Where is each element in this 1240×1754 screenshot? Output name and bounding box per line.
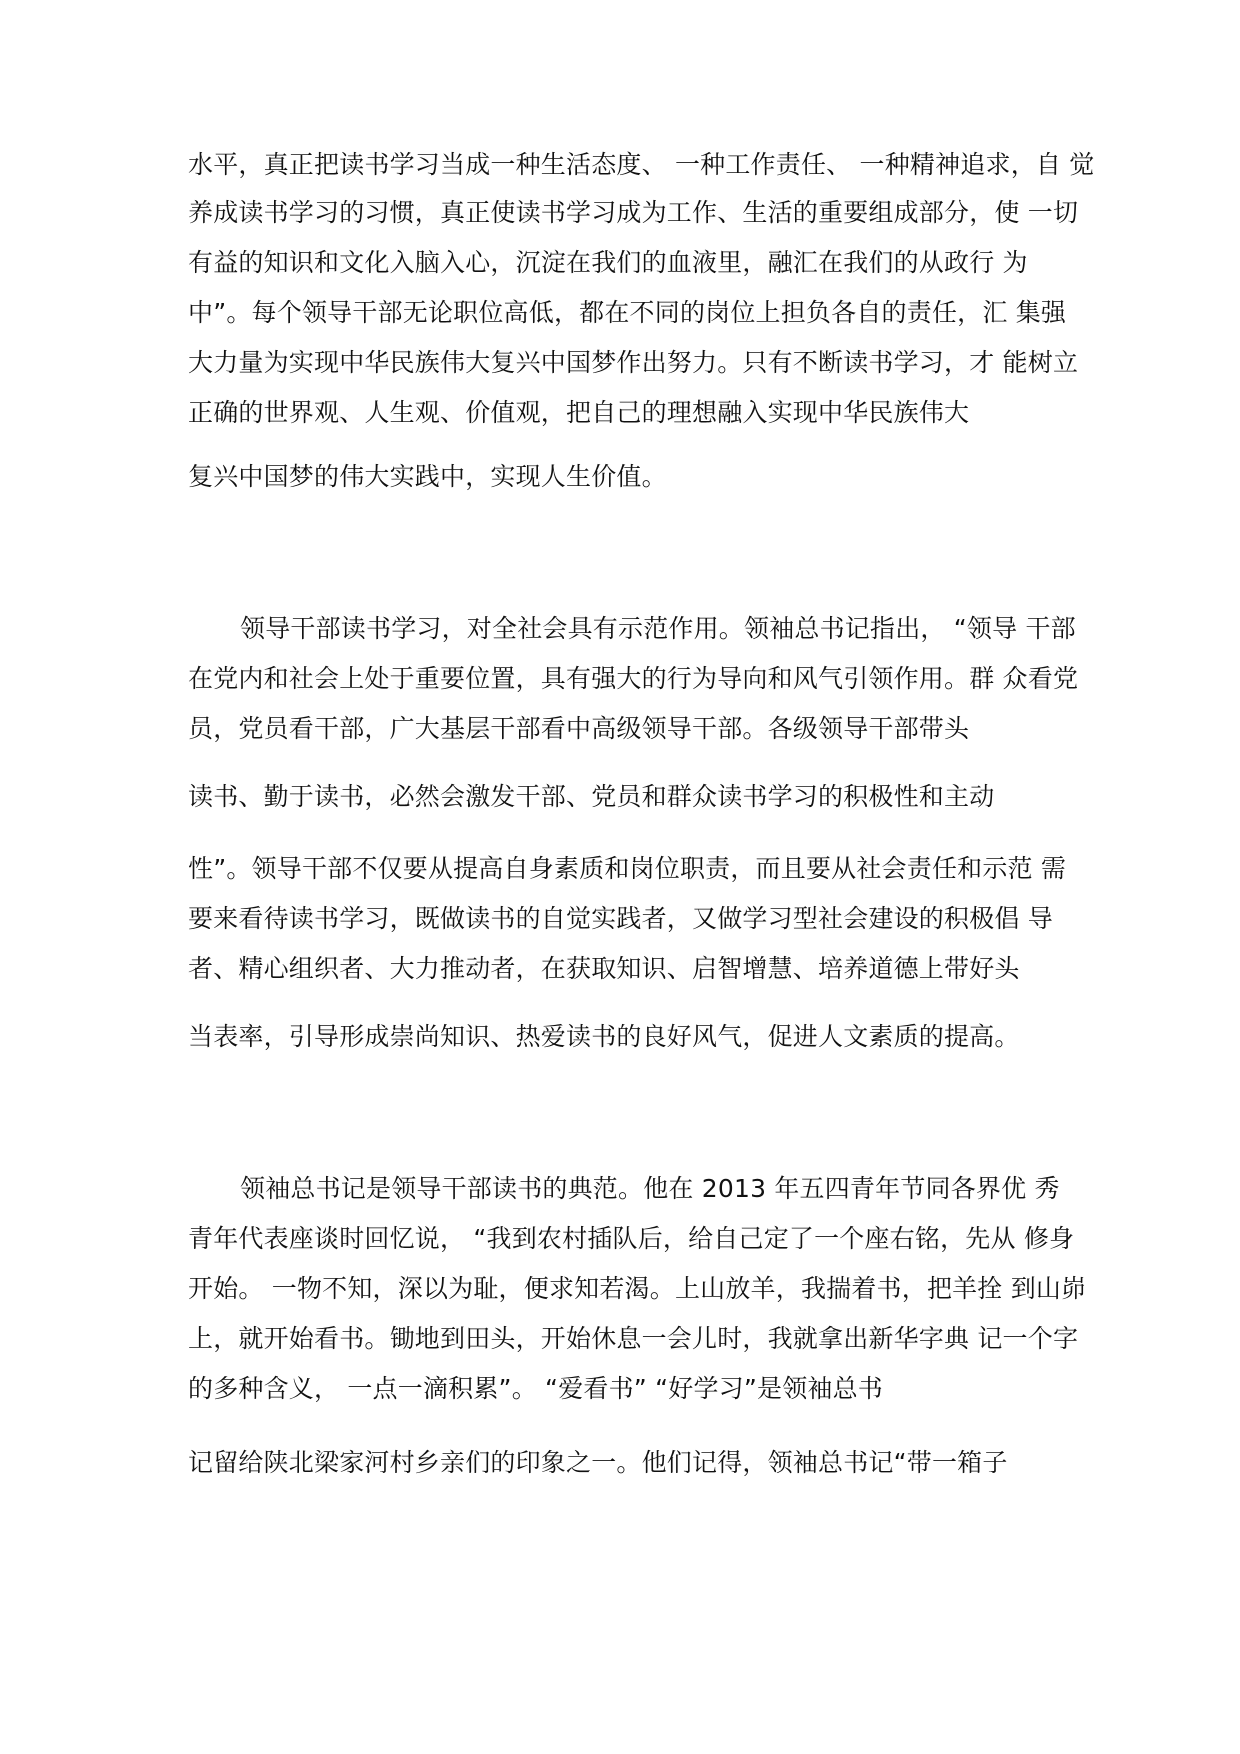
text-line: 在党内和社会上处于重要位置，具有强大的行为导向和风气引领作用。群 众看党 (188, 664, 1079, 693)
text-line: 复兴中国梦的伟大实践中，实现人生价值。 (188, 462, 667, 491)
text-line: 青年代表座谈时回忆说， “我到农村插队后，给自己定了一个座右铭，先从 修身 (188, 1224, 1075, 1253)
text-line: 当表率，引导形成崇尚知识、热爱读书的良好风气，促进人文素质的提高。 (188, 1022, 1020, 1051)
text-line: 养成读书学习的习惯，真正使读书学习成为工作、生活的重要组成部分，使 一切 (188, 198, 1079, 227)
text-line: 读书、勤于读书，必然会激发干部、党员和群众读书学习的积极性和主动 (188, 782, 995, 811)
text-line: 要来看待读书学习，既做读书的自觉实践者，又做学习型社会建设的积极倡 导 (188, 904, 1053, 933)
text-line: 开始。 一物不知，深以为耻，便求知若渴。上山放羊，我揣着书，把羊拴 到山峁 (188, 1274, 1087, 1303)
text-line: 领袖总书记是领导干部读书的典范。他在 2013 年五四青年节同各界优 秀 (240, 1174, 1060, 1203)
text-line: 者、精心组织者、大力推动者，在获取知识、启智增慧、培养道德上带好头 (188, 954, 1020, 983)
text-line: 上，就开始看书。锄地到田头，开始休息一会儿时，我就拿出新华字典 记一个字 (188, 1324, 1079, 1353)
text-line: 有益的知识和文化入脑入心，沉淀在我们的血液里，融汇在我们的从政行 为 (188, 248, 1028, 277)
text-line: 正确的世界观、人生观、价值观，把自己的理想融入实现中华民族伟大 (188, 398, 970, 427)
text-line: 性”。领导干部不仅要从提高自身素质和岗位职责，而且要从社会责任和示范 需 (188, 854, 1067, 883)
text-line: 中”。每个领导干部无论职位高低，都在不同的岗位上担负各自的责任，汇 集强 (188, 298, 1067, 327)
text-line: 记留给陕北梁家河村乡亲们的印象之一。他们记得，领袖总书记“带一箱子 (188, 1448, 1008, 1477)
text-line: 的多种含义， 一点一滴积累”。 “爱看书” “好学习”是领袖总书 (188, 1374, 884, 1403)
text-line: 水平，真正把读书学习当成一种生活态度、 一种工作责任、 一种精神追求，自 觉 (188, 150, 1095, 179)
text-line: 领导干部读书学习，对全社会具有示范作用。领袖总书记指出， “领导 干部 (240, 614, 1076, 643)
text-line: 大力量为实现中华民族伟大复兴中国梦作出努力。只有不断读书学习，才 能树立 (188, 348, 1079, 377)
text-line: 员，党员看干部，广大基层干部看中高级领导干部。各级领导干部带头 (188, 714, 970, 743)
